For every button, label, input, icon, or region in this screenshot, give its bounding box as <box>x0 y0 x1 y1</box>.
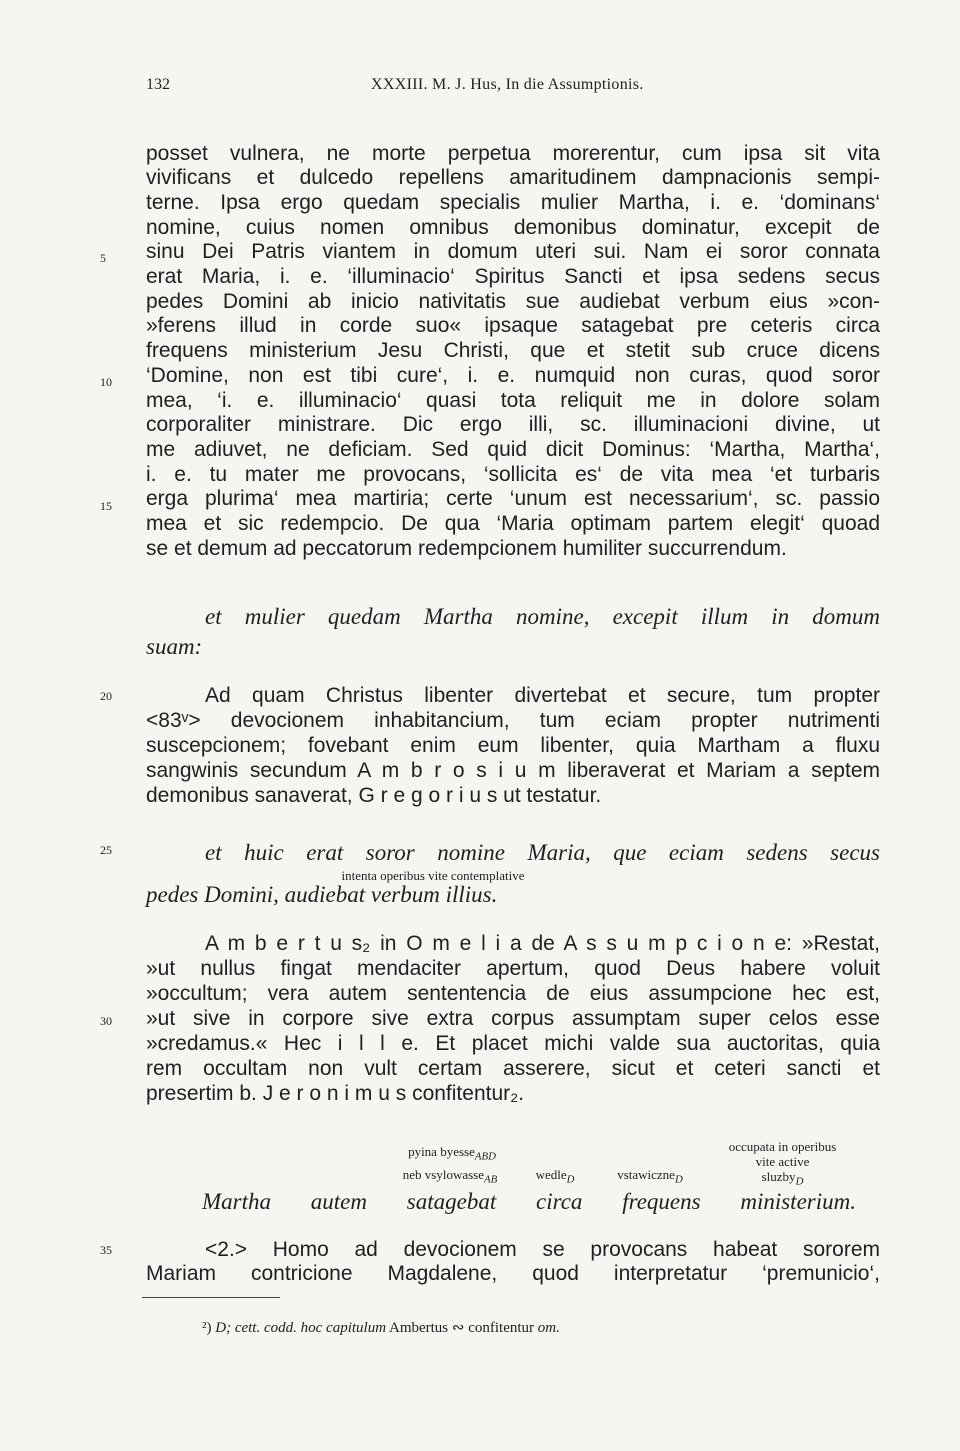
text-line: vivificans et dulcedo repellens amaritudinem dampnacionis sempi- <box>146 166 880 189</box>
lemma-heading: pedes Domini, audiebat verbum illius. <box>146 882 498 907</box>
text-line: A m b e r t u s₂ in O m e l i a de A s s u m p c i o n e: »Restat, <box>205 932 880 955</box>
line-number: 30 <box>100 1014 112 1028</box>
text-line: »ut nullus fingat mendaciter apertum, quod Deus habere voluit <box>146 957 880 980</box>
text-line: <2.> Homo ad devocionem se provocans habeat sororem <box>205 1238 880 1261</box>
text-line: me adiuvet, ne deficiam. Sed quid dicit Dominus: ‘Martha, Martha‘, <box>146 438 880 461</box>
interlinear-gloss: intenta operibus vite contemplative <box>341 868 525 883</box>
footnote: ²) D; cett. codd. hoc capitulum Ambertus ∾ confitentur om. <box>202 1320 560 1336</box>
interlinear-gloss: occupata in operibus <box>728 1139 837 1154</box>
page-number: 132 <box>146 76 170 93</box>
text-line: suscepcionem; fovebant enim eum libenter, quia Martham a fluxu <box>146 734 880 757</box>
interlinear-gloss: pyina byesse$_{ABD}$ <box>408 1144 496 1163</box>
text-line: <83ᵛ> devocionem inhabitancium, tum eciam propter nutrimenti <box>146 709 880 732</box>
lemma-heading: Martha autem satagebat circa frequens ministerium. <box>202 1189 856 1214</box>
text-line: sinu Dei Patris viantem in domum uteri sui. Nam ei soror connata <box>146 240 880 263</box>
interlinear-gloss: vstawiczne$_D$ <box>617 1167 683 1186</box>
text-line: ‘Domine, non est tibi cure‘, i. e. numquid non curas, quod soror <box>146 364 880 387</box>
interlinear-gloss: vite active <box>755 1154 810 1169</box>
line-number: 35 <box>100 1243 112 1257</box>
text-line: sangwinis secundum A m b r o s i u m liberaverat et Mariam a septem <box>146 759 880 782</box>
line-number: 10 <box>100 375 112 389</box>
text-line: posset vulnera, ne morte perpetua morerentur, cum ipsa sit vita <box>146 142 880 165</box>
running-title: XXXIII. M. J. Hus, In die Assumptionis. <box>371 76 644 93</box>
lemma-heading: et mulier quedam Martha nomine, excepit illum in domum <box>205 604 880 629</box>
text-line: »occultum; vera autem sententencia de eius assumpcione hec est, <box>146 982 880 1005</box>
text-line: »ferens illud in corde suo« ipsaque satagebat pre ceteris circa <box>146 314 880 337</box>
text-line: rem occultam non vult certam asserere, sicut et ceteri sancti et <box>146 1057 880 1080</box>
text-line: mea, ‘i. e. illuminacio‘ quasi tota reliquit me in dolore solam <box>146 389 880 412</box>
interlinear-gloss: wedle$_D$ <box>535 1167 575 1186</box>
text-line: erat Maria, i. e. ‘illuminacio‘ Spiritus Sancti et ipsa sedens secus <box>146 265 880 288</box>
text-line: corporaliter ministrare. Dic ergo illi, sc. illuminacioni divine, ut <box>146 413 880 436</box>
text-line: mea et sic redempcio. De qua ‘Maria optimam partem elegit‘ quoad <box>146 512 880 535</box>
text-line: »credamus.« Hec i l l e. Et placet michi valde sua auctoritas, quia <box>146 1032 880 1055</box>
text-line: »ut sive in corpore sive extra corpus assumptam super celos esse <box>146 1007 880 1030</box>
text-line: terne. Ipsa ergo quedam specialis mulier Martha, i. e. ‘dominans‘ <box>146 191 880 214</box>
text-line: pedes Domini ab inicio nativitatis sue audiebat verbum eius »con- <box>146 290 880 313</box>
lemma-heading: et huic erat soror nomine Maria, que eciam sedens secus <box>205 840 880 865</box>
text-line: erga plurima‘ mea martiria; certe ‘unum est necessarium‘, sc. passio <box>146 487 880 510</box>
lemma-heading: suam: <box>146 634 203 659</box>
line-number: 5 <box>100 251 106 265</box>
text-line: demonibus sanaverat, G r e g o r i u s ut testatur. <box>146 784 602 807</box>
text-line: nomine, cuius nomen omnibus demonibus dominatur, excepit de <box>146 216 880 239</box>
text-line: Ad quam Christus libenter divertebat et secure, tum propter <box>205 684 880 707</box>
interlinear-gloss: neb vsylowasse$_{AB}$ <box>402 1167 498 1186</box>
line-number: 15 <box>100 499 112 513</box>
text-line: presertim b. J e r o n i m u s confitentur₂. <box>146 1082 525 1105</box>
text-line: frequens ministerium Jesu Christi, que et stetit sub cruce dicens <box>146 339 880 362</box>
text-line: se et demum ad peccatorum redempcionem humiliter succurrendum. <box>146 537 787 560</box>
interlinear-gloss: sluzby$_D$ <box>761 1169 804 1188</box>
line-number: 25 <box>100 843 112 857</box>
line-number: 20 <box>100 689 112 703</box>
footnote-rule <box>142 1297 280 1298</box>
text-line: i. e. tu mater me provocans, ‘sollicita es‘ de vita mea ‘et turbaris <box>146 463 880 486</box>
text-line: Mariam contricione Magdalene, quod interpretatur ‘premunicio‘, <box>146 1262 880 1285</box>
